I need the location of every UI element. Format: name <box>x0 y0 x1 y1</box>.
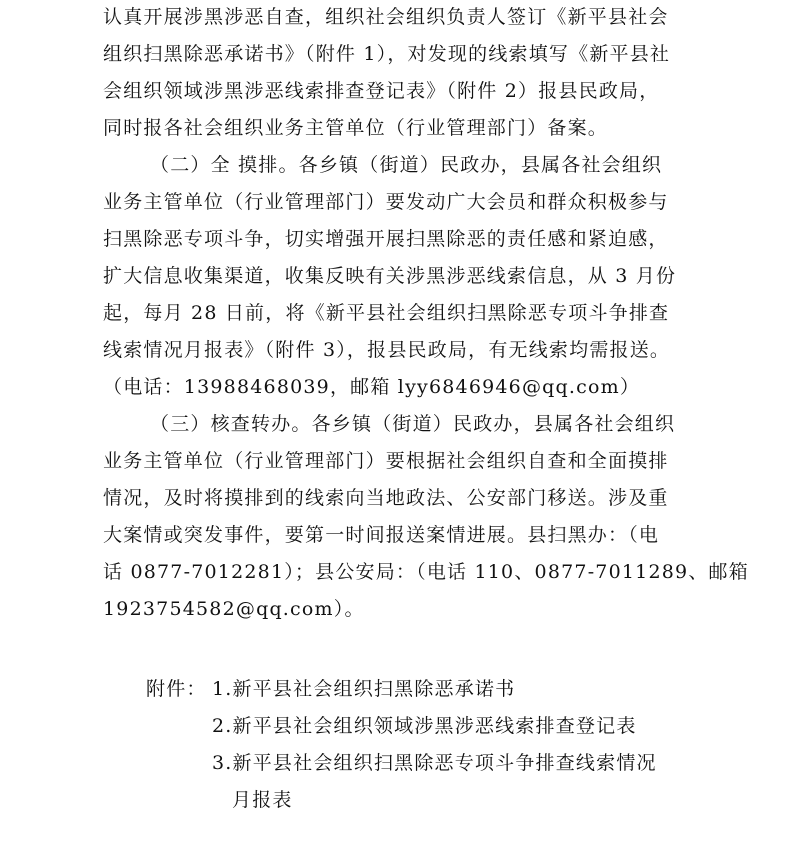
paragraph-line-8: 扩大信息收集渠道，收集反映有关涉黑涉恶线索信息，从 3 月份 <box>103 265 677 287</box>
paragraph-line-9: 起，每月 28 日前，将《新平县社会组织扫黑除恶专项斗争排查 <box>103 302 670 324</box>
attachment-item-2: 2.新平县社会组织领域涉黑涉恶线索排查登记表 <box>212 715 637 737</box>
paragraph-line-14: 情况，及时将摸排到的线索向当地政法、公安部门移送。涉及重 <box>103 487 669 509</box>
paragraph-line-10: 线索情况月报表》（附件 3），报县民政局，有无线索均需报送。 <box>103 339 671 361</box>
paragraph-line-16: 话 0877-7012281）；县公安局：（电话 110、0877-7011289、邮箱 <box>103 561 749 583</box>
paragraph-line-13: 业务主管单位（行业管理部门）要根据社会组织自查和全面摸排 <box>103 450 669 472</box>
paragraph-line-6: 业务主管单位（行业管理部门）要发动广大会员和群众积极参与 <box>103 191 669 213</box>
attachments-label: 附件： <box>146 678 207 700</box>
attachment-item-3-line-1: 3.新平县社会组织扫黑除恶专项斗争排查线索情况 <box>212 752 657 774</box>
paragraph-line-3: 会组织领域涉黑涉恶线索排查登记表》（附件 2）报县民政局， <box>103 80 660 102</box>
contact-line-2: 1923754582@qq.com）。 <box>103 598 365 620</box>
paragraph-line-15: 大案情或突发事件，要第一时间报送案情进展。县扫黑办：（电 <box>103 524 660 546</box>
section-2-heading-line: （二）全 摸排。各乡镇（街道）民政办，县属各社会组织 <box>150 154 663 176</box>
paragraph-line-1: 认真开展涉黑涉恶自查，组织社会组织负责人签订《新平县社会 <box>103 6 669 28</box>
paragraph-line-2: 组织扫黑除恶承诺书》（附件 1），对发现的线索填写《新平县社 <box>103 43 671 65</box>
section-3-heading-line: （三）核查转办。各乡镇（街道）民政办，县属各社会组织 <box>150 413 676 435</box>
attachment-item-1: 1.新平县社会组织扫黑除恶承诺书 <box>212 678 516 700</box>
paragraph-line-7: 扫黑除恶专项斗争，切实增强开展扫黑除恶的责任感和紧迫感， <box>103 228 669 250</box>
contact-line-1: （电话：13988468039，邮箱 lyy6846946@qq.com） <box>103 376 641 398</box>
attachment-item-3-line-2: 月报表 <box>232 789 293 811</box>
paragraph-line-4: 同时报各社会组织业务主管单位（行业管理部门）备案。 <box>103 117 609 139</box>
